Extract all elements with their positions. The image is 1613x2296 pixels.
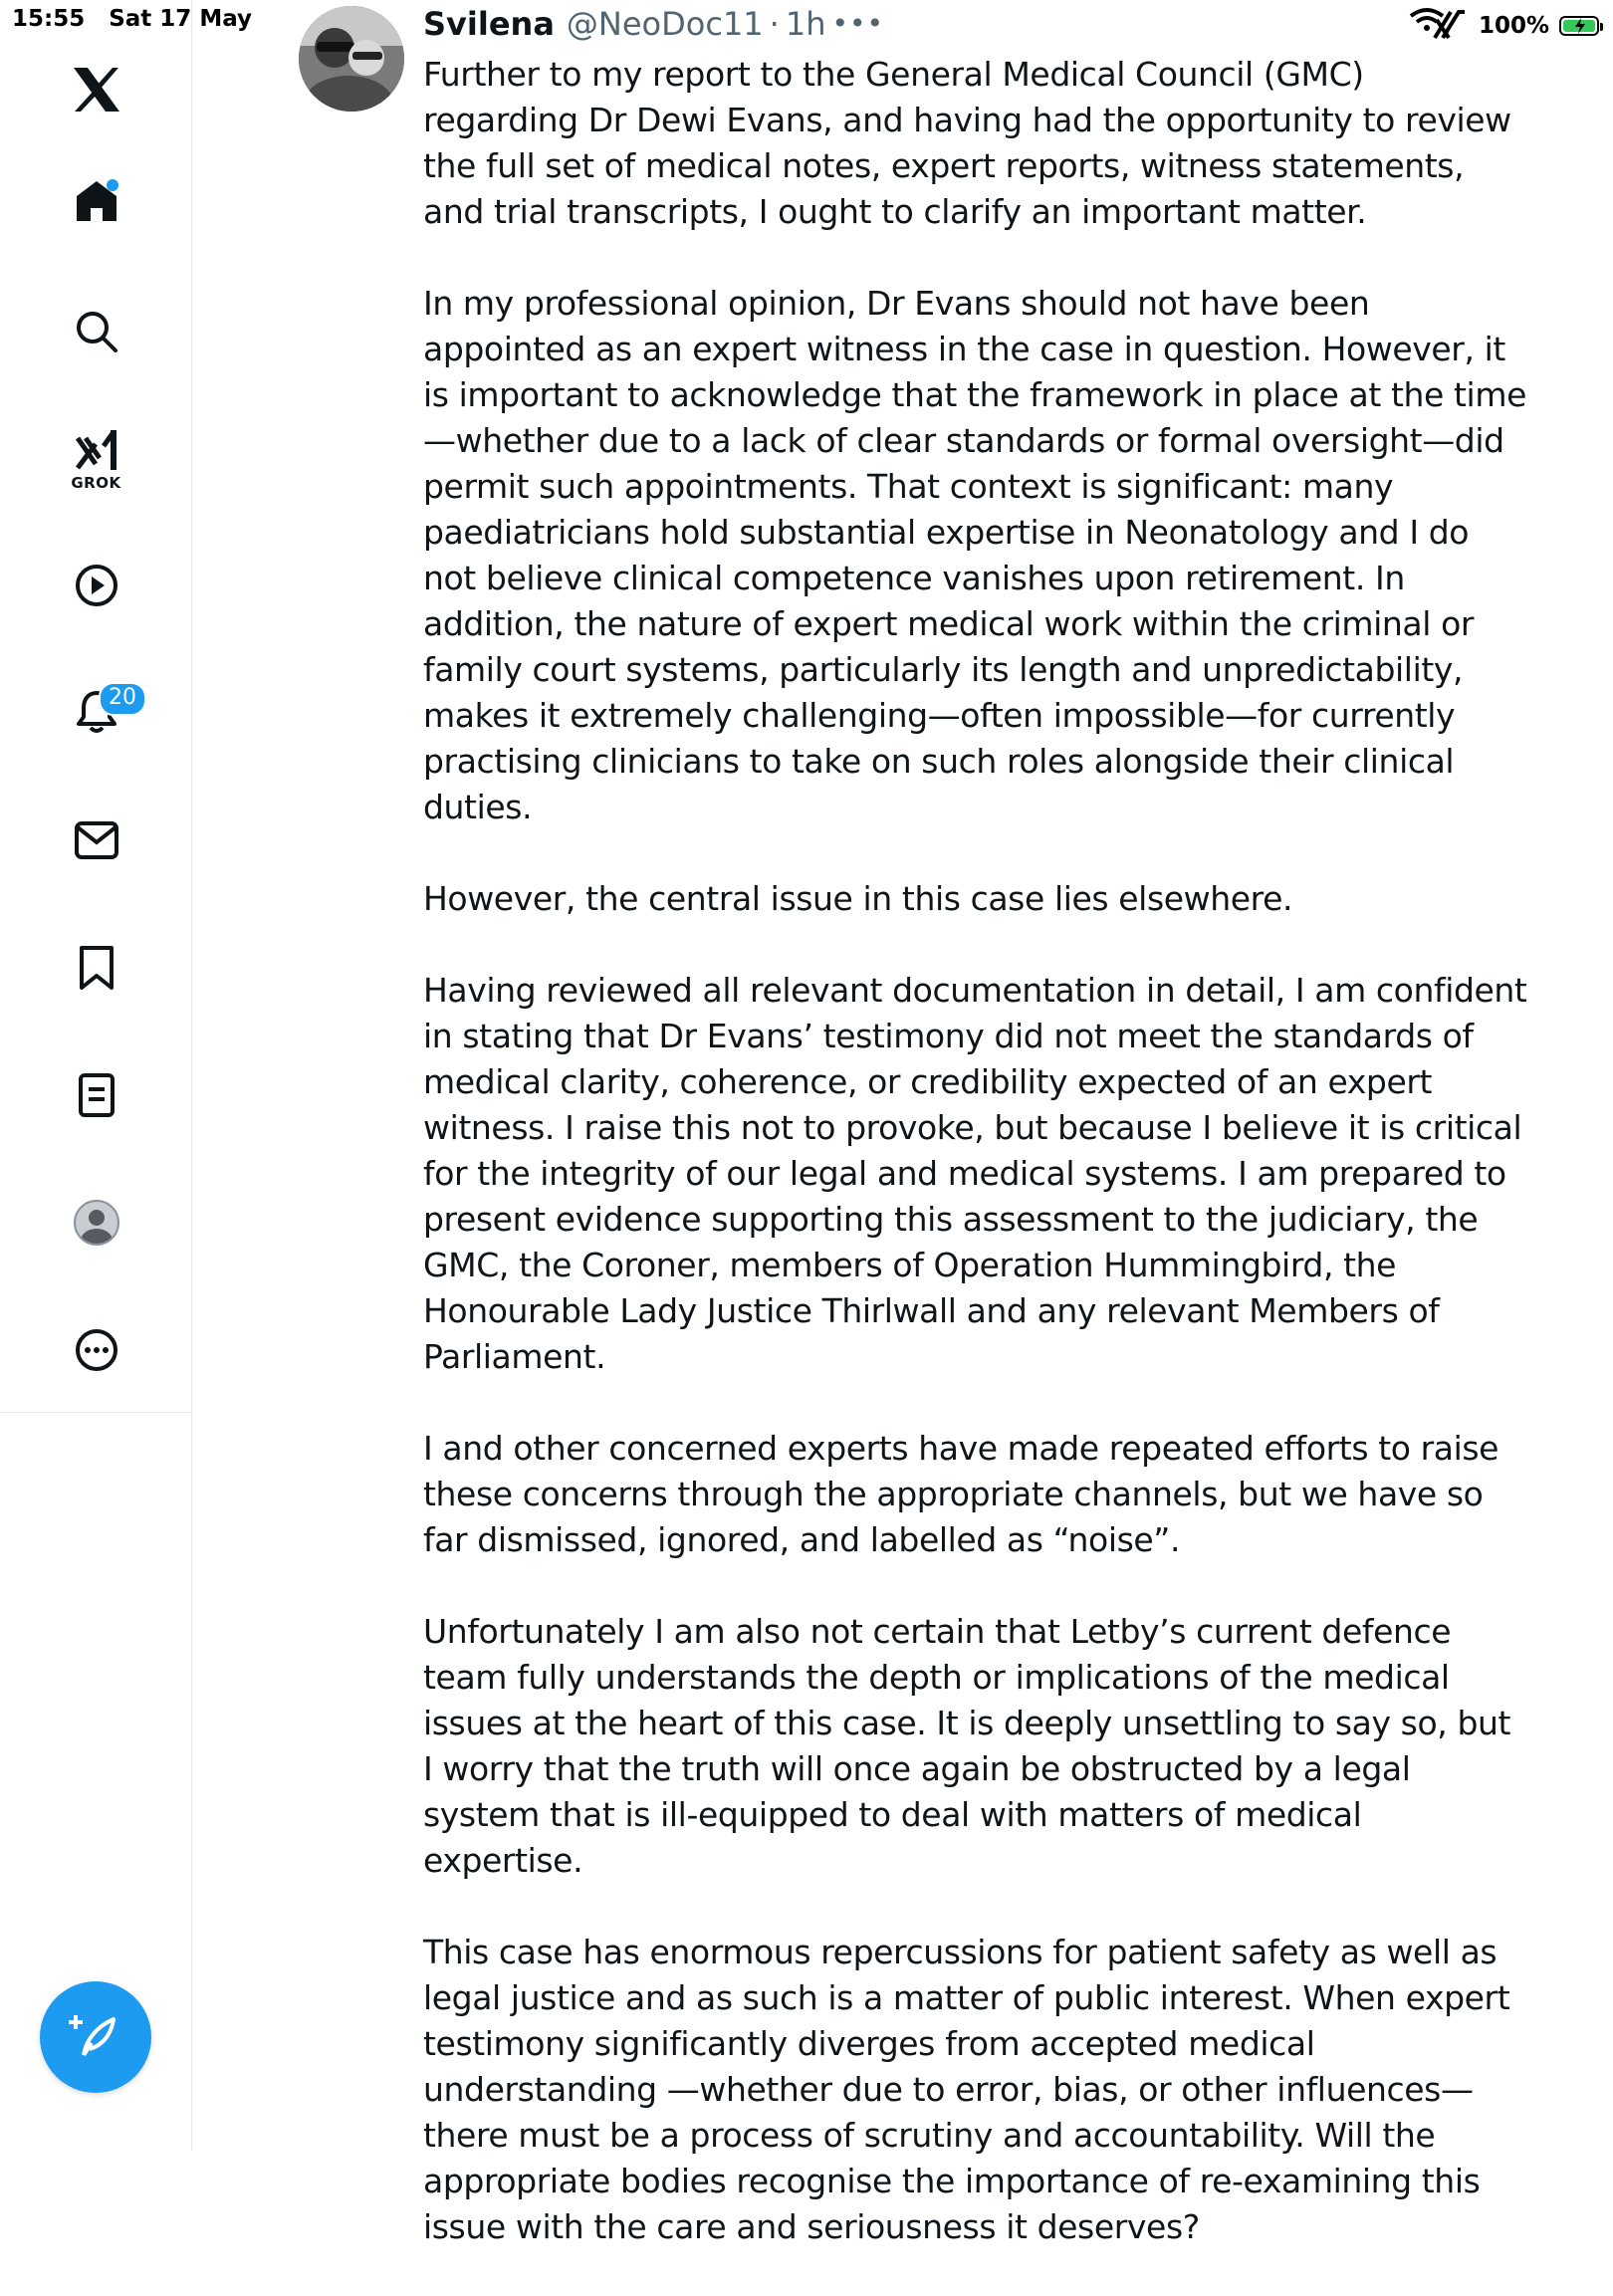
header-separator: · (769, 5, 780, 43)
author-avatar[interactable] (299, 6, 404, 112)
home-unread-dot (107, 179, 118, 191)
wifi-grok-icon (1407, 6, 1469, 46)
status-date: Sat 17 May (109, 6, 253, 32)
messages-icon (74, 820, 119, 860)
grok-icon (74, 428, 119, 472)
post-more-button[interactable]: ••• (831, 7, 885, 40)
sidebar-item-messages[interactable] (0, 801, 192, 880)
bookmarks-icon (77, 945, 116, 991)
post-header (423, 2, 884, 46)
post-time[interactable]: 1h (785, 5, 826, 43)
battery-percent: 100% (1478, 13, 1549, 39)
sidebar-item-bookmarks[interactable] (0, 928, 192, 1008)
post-paragraph: Unfortunately I am also not certain that Letby’s current defence team fully understands the depth or implications of the medical issues at the heart of this case. It is deeply unsettling to say so, but I worry that the truth will once again be obstructed by a legal system that is ill-equipped to deal with matters of medical expertise. (423, 1612, 1511, 1880)
author-handle[interactable]: @NeoDoc11 (566, 5, 764, 43)
compose-post-button[interactable] (40, 1981, 151, 2093)
lists-icon (77, 1072, 116, 1118)
post-text (423, 52, 1528, 2296)
status-bar-right (1407, 6, 1599, 46)
x-logo-link[interactable] (0, 50, 192, 129)
sidebar-item-lists[interactable] (0, 1055, 192, 1135)
sidebar-divider (0, 1412, 192, 1413)
sidebar-item-more[interactable] (0, 1310, 192, 1390)
status-time: 15:55 (12, 6, 86, 32)
post-paragraph: This case has enormous repercussions for patient safety as well as legal justice and as such is a matter of public interest. When expert testimony significantly diverges from accepted medical understanding —whether due to error, bias, or other influences—there must be a process of scrutiny and accountability. Will the appropriate bodies recognise the importance of re-examining this issue with the care and seriousness it deserves? (423, 1933, 1510, 2246)
post-paragraph: Further to my report to the General Medical Council (GMC) regarding Dr Dewi Evans, and having had the opportunity to review the full set of medical notes, expert reports, witness statements, and trial transcripts, I ought to clarify an important matter. (423, 55, 1511, 231)
post-paragraph: In my professional opinion, Dr Evans should not have been appointed as an expert witness in the case in question. However, it is important to acknowledge that the framework in place at the time—whether due to a lack of clear standards or formal oversight—did permit such appointments. That context is significant: many paediatricians hold substantial expertise in Neonatology and I do not believe clinical competence vanishes upon retirement. In addition, the nature of expert medical work within the criminal or family court systems, particularly its length and unpredictability, makes it extremely challenging—often impossible—for currently practising clinicians to take on such roles alongside their clinical duties. (423, 284, 1526, 826)
sidebar-item-search[interactable] (0, 292, 192, 371)
profile-icon (74, 1200, 119, 1246)
search-icon (75, 310, 118, 353)
battery-icon (1559, 16, 1599, 36)
sidebar-item-notifications[interactable] (0, 672, 192, 752)
grok-label: GROK (71, 474, 121, 492)
compose-post-icon (68, 2007, 123, 2067)
post-paragraph: I and other concerned experts have made repeated efforts to raise these concerns through the appropriate channels, but we have so far dismissed, ignored, and labelled as “noise”. (423, 1429, 1499, 1559)
sidebar-item-grok[interactable] (0, 420, 192, 500)
post-paragraph: Having reviewed all relevant documentation in detail, I am confident in stating that Dr Evans’ testimony did not meet the standards of medical clarity, coherence, or credibility expected of an expert witness. I raise this not to provoke, but because I believe it is critical for the integrity of our legal and medical systems. I am prepared to present evidence supporting this assessment to the judiciary, the GMC, the Coroner, members of Operation Hummingbird, the Honourable Lady Justice Thirlwall and any relevant Members of Parliament. (423, 971, 1527, 1376)
video-icon (74, 563, 119, 608)
sidebar-item-profile[interactable] (0, 1183, 192, 1263)
author-name[interactable]: Svilena (423, 5, 555, 43)
sidebar-item-video[interactable] (0, 546, 192, 625)
post-paragraph: However, the central issue in this case lies elsewhere. (423, 879, 1293, 918)
sidebar-nav (0, 0, 192, 2151)
sidebar-item-home[interactable] (0, 161, 192, 241)
more-icon (74, 1327, 119, 1373)
notifications-badge: 20 (99, 682, 146, 716)
x-logo-icon (72, 67, 121, 113)
